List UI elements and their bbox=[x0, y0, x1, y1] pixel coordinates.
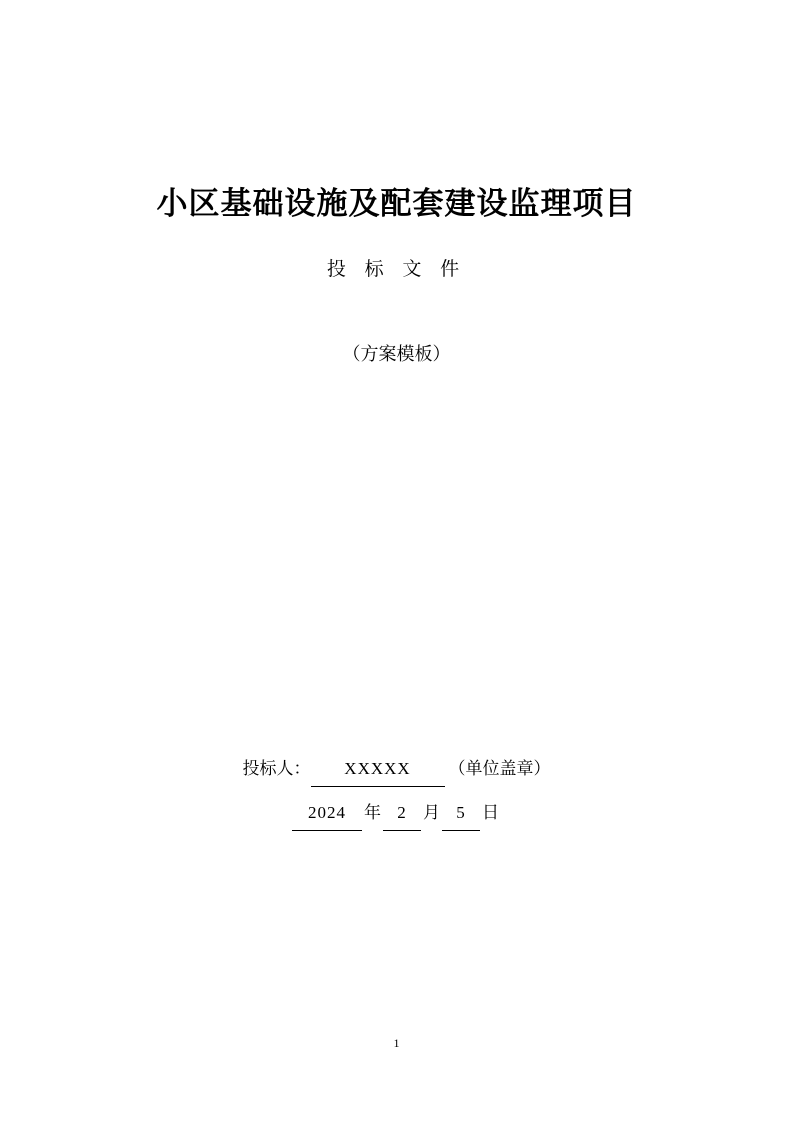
bidder-label: 投标人： bbox=[242, 759, 311, 778]
page-title: 小区基础设施及配套建设监理项目 bbox=[156, 186, 637, 221]
document-subtitle: 投 标 文 件 bbox=[326, 259, 467, 280]
signature-block bbox=[0, 752, 793, 831]
document-note: （方案模板） bbox=[342, 344, 451, 364]
page-number: 1 bbox=[393, 1036, 400, 1050]
bidder-name-field[interactable]: XXXXX bbox=[311, 752, 445, 787]
date-year-field[interactable]: 2024 bbox=[292, 796, 362, 831]
date-month-field[interactable]: 2 bbox=[383, 796, 421, 831]
date-year-unit: 年 bbox=[364, 803, 381, 822]
date-day-field[interactable]: 5 bbox=[442, 796, 480, 831]
bidder-line bbox=[0, 752, 793, 787]
date-line bbox=[0, 796, 793, 831]
date-day-unit: 日 bbox=[482, 803, 499, 822]
unit-seal-note: （单位盖章） bbox=[448, 759, 551, 778]
date-month-unit: 月 bbox=[423, 803, 440, 822]
